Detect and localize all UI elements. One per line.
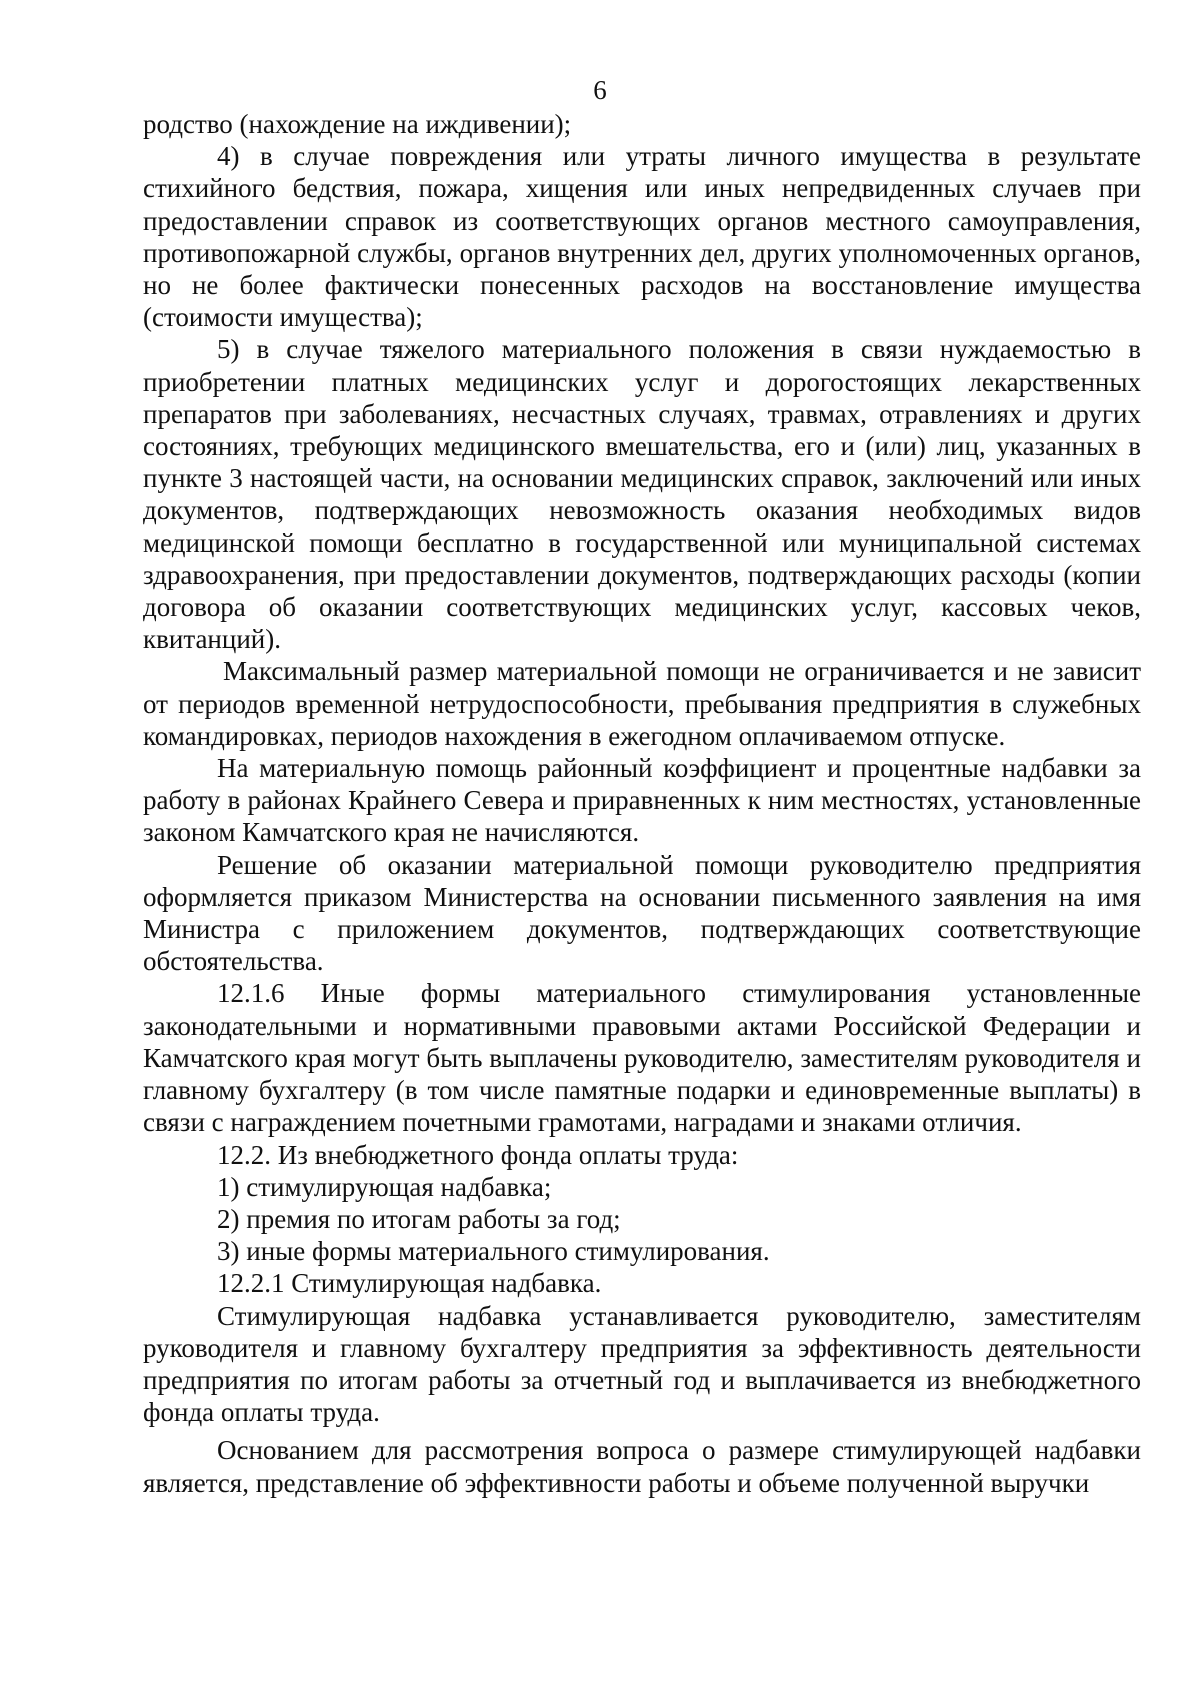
paragraph-12-1-6-other-forms: 12.1.6 Иные формы материального стимулирования установленные законодательными и нормативными правовыми актами Российской Федерации и Камчатского края могут быть выплачены руководителю, заместителям руководителя и главному бухгалтеру (в том числе памятные подарки и единовременные выплаты) в связи с награждением почетными грамотами, наградами и знаками отличия. — [143, 978, 1141, 1138]
paragraph-12-2-1-heading: 12.2.1 Стимулирующая надбавка. — [217, 1268, 602, 1299]
document-body — [143, 108, 1141, 1499]
paragraph-12-2-heading: 12.2. Из внебюджетного фонда оплаты труда: — [217, 1139, 739, 1170]
list-item-1: 1) стимулирующая надбавка; — [217, 1171, 552, 1202]
paragraph-item-4-property-loss: 4) в случае повреждения или утраты личного имущества в результате стихийного бедствия, пожара, хищения или иных непредвиденных случаев при предоставлении справок из соответствующих органов местного самоуправления, противопожарной службы, органов внутренних дел, других уполномоченных органов, но не более фактически понесенных расходов на восстановление имущества (стоимости имущества); — [143, 141, 1141, 333]
list-item-3: 3) иные формы материального стимулирования. — [217, 1236, 770, 1267]
paragraph-incentive-bonus: Стимулирующая надбавка устанавливается руководителю, заместителям руководителя и главному бухгалтеру предприятия за эффективность деятельности предприятия по итогам работы за отчетный год и выплачивается из внебюджетного фонда оплаты труда. — [143, 1300, 1141, 1428]
paragraph-max-amount: Максимальный размер материальной помощи не ограничивается и не зависит от периодов временной нетрудоспособности, пребывания предприятия в служебных командировках, периодов нахождения в ежегодном оплачиваемом отпуске. — [143, 656, 1141, 751]
list-item-2: 2) премия по итогам работы за год; — [217, 1203, 621, 1234]
paragraph-basis-for-review: Основанием для рассмотрения вопроса о размере стимулирующей надбавки является, представление об эффективности работы и объеме полученной выручки — [143, 1435, 1141, 1498]
paragraph-regional-coefficient: На материальную помощь районный коэффициент и процентные надбавки за работу в районах Крайнего Севера и приравненных к ним местностях, установленные законом Камчатского края не начисляются. — [143, 753, 1141, 848]
paragraph-item-5-medical: 5) в случае тяжелого материального положения в связи нуждаемостью в приобретении платных медицинских услуг и дорогостоящих лекарственных препаратов при заболеваниях, несчастных случаях, травмах, отравлениях и других состояниях, требующих медицинского вмешательства, его и (или) лиц, указанных в пункте 3 настоящей части, на основании медицинских справок, заключений или иных документов, подтверждающих невозможность оказания необходимых видов медицинской помощи бесплатно в государственной или муниципальной системах здравоохранения, при предоставлении документов, подтверждающих расходы (копии договора об оказании соответствующих медицинских услуг, кассовых чеков, квитанций). — [143, 334, 1141, 655]
paragraph-kinship-continuation: родство (нахождение на иждивении); — [143, 109, 572, 139]
page-number: 6 — [593, 75, 607, 105]
paragraph-decision: Решение об оказании материальной помощи руководителю предприятия оформляется приказом Министерства на основании письменного заявления на имя Министра с приложением документов, подтверждающих соответствующие обстоятельства. — [143, 849, 1141, 977]
